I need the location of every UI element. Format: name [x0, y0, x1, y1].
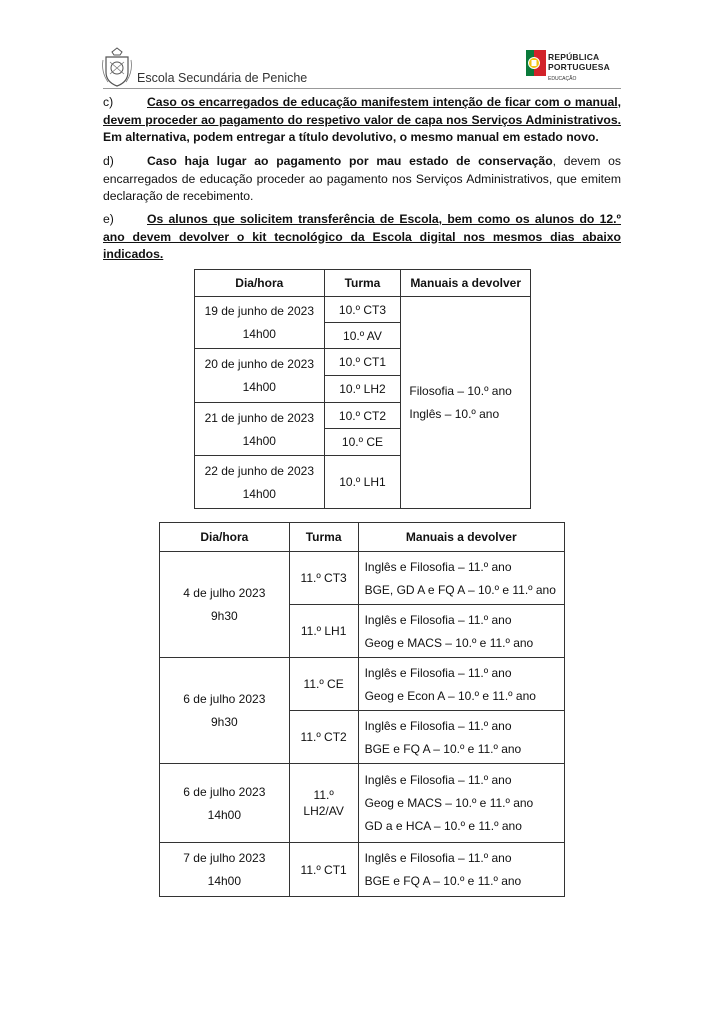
school-crest-icon	[100, 46, 134, 88]
time-text: 14h00	[207, 807, 242, 822]
turma-cell: 10.º LH1	[324, 456, 401, 509]
page-header	[0, 0, 724, 95]
table-row	[160, 552, 565, 605]
turma-cell: 11.º CT1	[289, 843, 358, 897]
manual-item: Filosofia – 10.º ano	[409, 384, 512, 398]
paragraph-e-label: e)	[103, 212, 114, 226]
turma-cell: 11.º CT3	[289, 552, 358, 605]
turma-cell: 11.º CT2	[289, 711, 358, 764]
date-cell	[160, 552, 290, 658]
republica-portuguesa-text	[548, 52, 610, 72]
manual-item: Inglês e Filosofia – 11.º ano	[364, 612, 512, 627]
date-text: 22 de junho de 2023	[204, 463, 314, 478]
manual-item: Inglês e Filosofia – 11.º ano	[364, 773, 512, 787]
schedule-table-11th-grade	[159, 522, 565, 897]
manuals-cell	[358, 711, 564, 764]
manual-item: BGE e FQ A – 10.º e 11.º ano	[364, 874, 522, 888]
turma-text: 11.º	[313, 788, 334, 802]
time-text: 14h00	[242, 380, 276, 394]
table-row	[160, 764, 565, 843]
turma-cell: 10.º CT1	[324, 349, 401, 376]
header-dia-hora: Dia/hora	[195, 270, 325, 297]
paragraph-d-bold-text: Caso haja lugar ao pagamento por mau estado de conservação	[147, 154, 553, 168]
header-manuais: Manuais a devolver	[358, 523, 564, 552]
date-cell	[195, 456, 325, 509]
date-text: 7 de julho 2023	[183, 851, 266, 865]
manual-item: Inglês e Filosofia – 11.º ano	[364, 851, 512, 865]
manual-item: Geog e MACS – 10.º e 11.º ano	[364, 635, 534, 650]
republica-portuguesa-logo-icon	[526, 48, 546, 78]
manuals-cell	[358, 605, 564, 658]
header-turma: Turma	[324, 270, 401, 297]
date-text: 21 de junho de 2023	[204, 410, 314, 425]
header-turma: Turma	[289, 523, 358, 552]
manuals-cell	[358, 552, 564, 605]
date-cell	[195, 349, 325, 403]
manual-item: Inglês e Filosofia – 11.º ano	[364, 718, 512, 733]
paragraph-e-underlined-text: Os alunos que solicitem transferência de Escola, bem como os alunos do 12.º ano devem devolver o kit tecnológico da Escola digital nos mesmos dias abaixo indicados.	[103, 212, 621, 261]
paragraph-c-bold-text: Em alternativa, podem entregar a título devolutivo, o mesmo manual em estado novo.	[103, 130, 599, 144]
header-manuais: Manuais a devolver	[401, 270, 531, 297]
date-text: 20 de junho de 2023	[204, 357, 314, 371]
manuals-cell	[358, 658, 564, 711]
turma-cell	[289, 764, 358, 843]
turma-text: LH2/AV	[303, 804, 344, 818]
table-row	[160, 843, 565, 897]
time-text: 14h00	[207, 874, 242, 888]
paragraph-c	[103, 94, 621, 147]
header-dia-hora: Dia/hora	[160, 523, 290, 552]
date-cell	[195, 297, 325, 349]
time-text: 14h00	[242, 433, 276, 448]
date-text: 6 de julho 2023	[183, 784, 266, 799]
time-text: 14h00	[242, 486, 276, 501]
manuals-cell	[401, 297, 531, 509]
manuals-cell	[358, 764, 564, 843]
date-text: 4 de julho 2023	[183, 586, 266, 600]
manual-item: Inglês – 10.º ano	[409, 407, 500, 421]
paragraph-d-text: , devem os encarregados de educação proceder ao pagamento nos Serviços Administrativos, que emitem declaração de recebimento.	[103, 154, 621, 203]
turma-cell: 10.º AV	[324, 323, 401, 349]
schedule-table-10th-grade	[194, 269, 531, 509]
turma-cell: 10.º CT2	[324, 403, 401, 429]
paragraph-c-underlined-text: Caso os encarregados de educação manifestem intenção de ficar com o manual, devem proceder ao pagamento do respetivo valor de capa nos Serviços Administrativos.	[103, 95, 621, 127]
republica-line-2: PORTUGUESA	[548, 62, 610, 72]
header-divider	[103, 88, 621, 89]
manual-item: Geog e MACS – 10.º e 11.º ano	[364, 796, 534, 810]
date-cell	[160, 843, 290, 897]
time-text: 14h00	[242, 327, 276, 341]
republica-line-1: REPÚBLICA	[548, 52, 600, 62]
manual-item: GD a e HCA – 10.º e 11.º ano	[364, 819, 522, 833]
manual-item: Inglês e Filosofia – 11.º ano	[364, 665, 512, 680]
paragraph-d-label: d)	[103, 154, 114, 168]
manuals-cell	[358, 843, 564, 897]
date-text: 6 de julho 2023	[183, 692, 266, 706]
table-header-row	[160, 523, 565, 552]
table-header-row	[195, 270, 531, 297]
time-text: 9h30	[210, 609, 238, 623]
paragraph-d	[103, 153, 621, 206]
turma-cell: 10.º CT3	[324, 297, 401, 323]
time-text: 9h30	[210, 715, 238, 729]
date-text: 19 de junho de 2023	[204, 304, 314, 318]
manual-item: BGE, GD A e FQ A – 10.º e 11.º ano	[364, 582, 556, 597]
manual-item: Inglês e Filosofia – 11.º ano	[364, 559, 512, 574]
turma-cell: 11.º CE	[289, 658, 358, 711]
paragraph-e	[103, 211, 621, 264]
table-row	[160, 658, 565, 711]
turma-cell: 10.º CE	[324, 429, 401, 456]
date-cell	[195, 403, 325, 456]
paragraph-c-label: c)	[103, 95, 114, 109]
manual-item: Geog e Econ A – 10.º e 11.º ano	[364, 688, 536, 703]
date-cell	[160, 658, 290, 764]
manual-item: BGE e FQ A – 10.º e 11.º ano	[364, 741, 522, 756]
republica-subtitle: EDUCAÇÃO	[548, 76, 577, 82]
turma-cell: 10.º LH2	[324, 376, 401, 403]
date-cell	[160, 764, 290, 843]
school-name: Escola Secundária de Peniche	[137, 71, 308, 85]
table-row	[195, 297, 531, 323]
turma-cell: 11.º LH1	[289, 605, 358, 658]
